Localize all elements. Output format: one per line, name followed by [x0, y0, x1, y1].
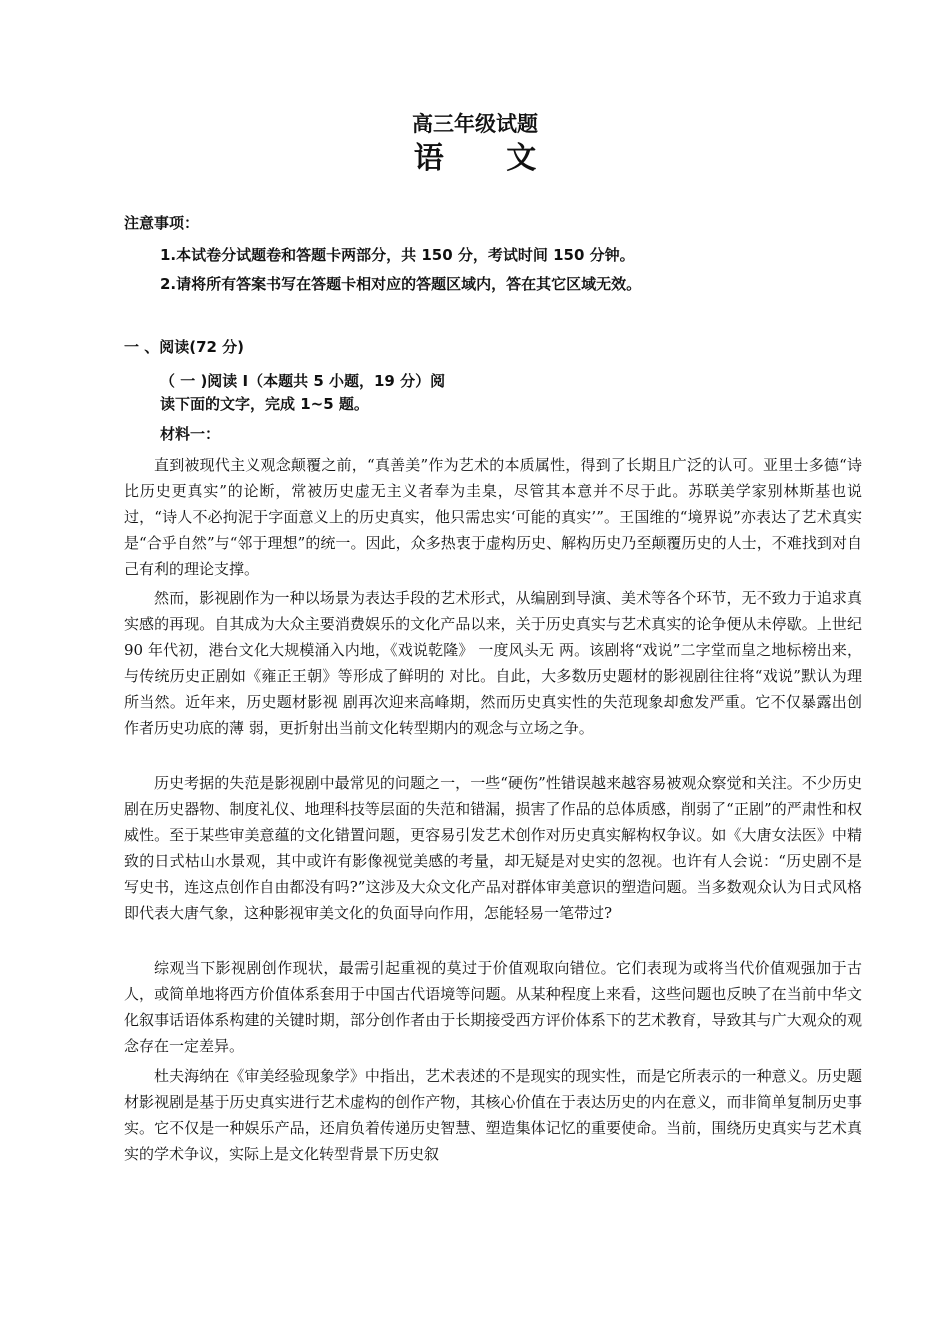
- section-heading: 一 、阅读(72 分): [124, 338, 245, 356]
- note-item-2: 2.请将所有答案书写在答题卡相对应的答题区域内，答在其它区域无效。: [160, 275, 642, 293]
- notes-heading: 注意事项：: [124, 214, 200, 232]
- paragraph-5: 杜夫海纳在《审美经验现象学》中指出，艺术表述的不是现实的现实性，而是它所表示的一种意义。历史题材影视剧是基于历史真实进行艺术虚构的创作产物，其核心价值在于表达历史的内在意义，而非简单复制历史事实。它不仅是一种娱乐产品，还肩负着传递历史智慧、塑造集体记忆的重要使命。当前，围绕历史真实与艺术真实的学术争议，实际上是文化转型背景下历史叙: [124, 1067, 862, 1163]
- note-item-1: 1.本试卷分试题卷和答题卡两部分，共 150 分，考试时间 150 分钟。: [160, 246, 635, 264]
- subject-title: 语 文: [413, 141, 563, 176]
- material-label: 材料一：: [160, 425, 221, 443]
- paragraph-4: 综观当下影视剧创作现状，最需引起重视的莫过于价值观取向错位。它们表现为或将当代价值观强加于古人，或简单地将西方价值体系套用于中国古代语境等问题。从某种程度上来看，这些问题也反映了在当前中华文化叙事话语体系构建的关键时期，部分创作者由于长期接受西方评价体系下的艺术教育，导致其与广大观众的观念存在一定差异。: [124, 959, 862, 1055]
- paragraph-3: 历史考据的失范是影视剧中最常见的问题之一，一些“硬伤”性错误越来越容易被观众察觉和关注。不少历史剧在历史器物、制度礼仪、地理科技等层面的失范和错漏，损害了作品的总体质感，削弱了“正剧”的严肃性和权威性。至于某些审美意蕴的文化错置问题，更容易引发艺术创作对历史真实解构权争议。如《大唐女法医》中精致的日式枯山水景观，其中或许有影像视觉美感的考量，却无疑是对史实的忽视。也许有人会说：“历史剧不是写史书，连这点创作自由都没有吗?”这涉及大众文化产品对群体审美意识的塑造问题。当多数观众认为日式风格即代表大唐气象，这种影视审美文化的负面导向作用，怎能轻易一笔带过?: [124, 774, 862, 922]
- paragraph-2: 然而，影视剧作为一种以场景为表达手段的艺术形式，从编剧到导演、美术等各个环节，无不致力于追求真实感的再现。自其成为大众主要消费娱乐的文化产品以来，关于历史真实与艺术真实的论争便从未停歇。上世纪 90 年代初，港台文化大规模涌入内地，《戏说乾隆》 一度风头无 两。该剧将“戏说”二字堂而皇之地标榜出来，与传统历史正剧如《雍正王朝》等形成了鲜明的 对比。自此，大多数历史题材的影视剧往往将“戏说”默认为理所当然。近年来，历史题材影视 剧再次迎来高峰期，然而历史真实性的失范现象却愈发严重。它不仅暴露出创作者历史功底的薄 弱，更折射出当前文化转型期内的观念与立场之争。: [124, 589, 862, 737]
- paragraph-1: 直到被现代主义观念颠覆之前，“真善美”作为艺术的本质属性，得到了长期且广泛的认可。亚里士多德“诗比历史更真实”的论断，常被历史虚无主义者奉为圭臬，尽管其本意并不尽于此。苏联美学家别林斯基也说过，“诗人不必拘泥于字面意义上的历史真实，他只需忠实‘可能的真实’”。王国维的“境界说”亦表达了艺术真实是“合乎自然”与“邻于理想”的统一。因此，众多热衷于虚构历史、解构历史乃至颠覆历史的人士，不难找到对自己有利的理论支撑。: [124, 456, 862, 578]
- section-subheading: （ 一 )阅读 Ⅰ（本题共 5 小题，19 分）阅读下面的文字，完成 1~5 题。: [160, 372, 446, 413]
- exam-title: 高三年级试题: [412, 112, 538, 136]
